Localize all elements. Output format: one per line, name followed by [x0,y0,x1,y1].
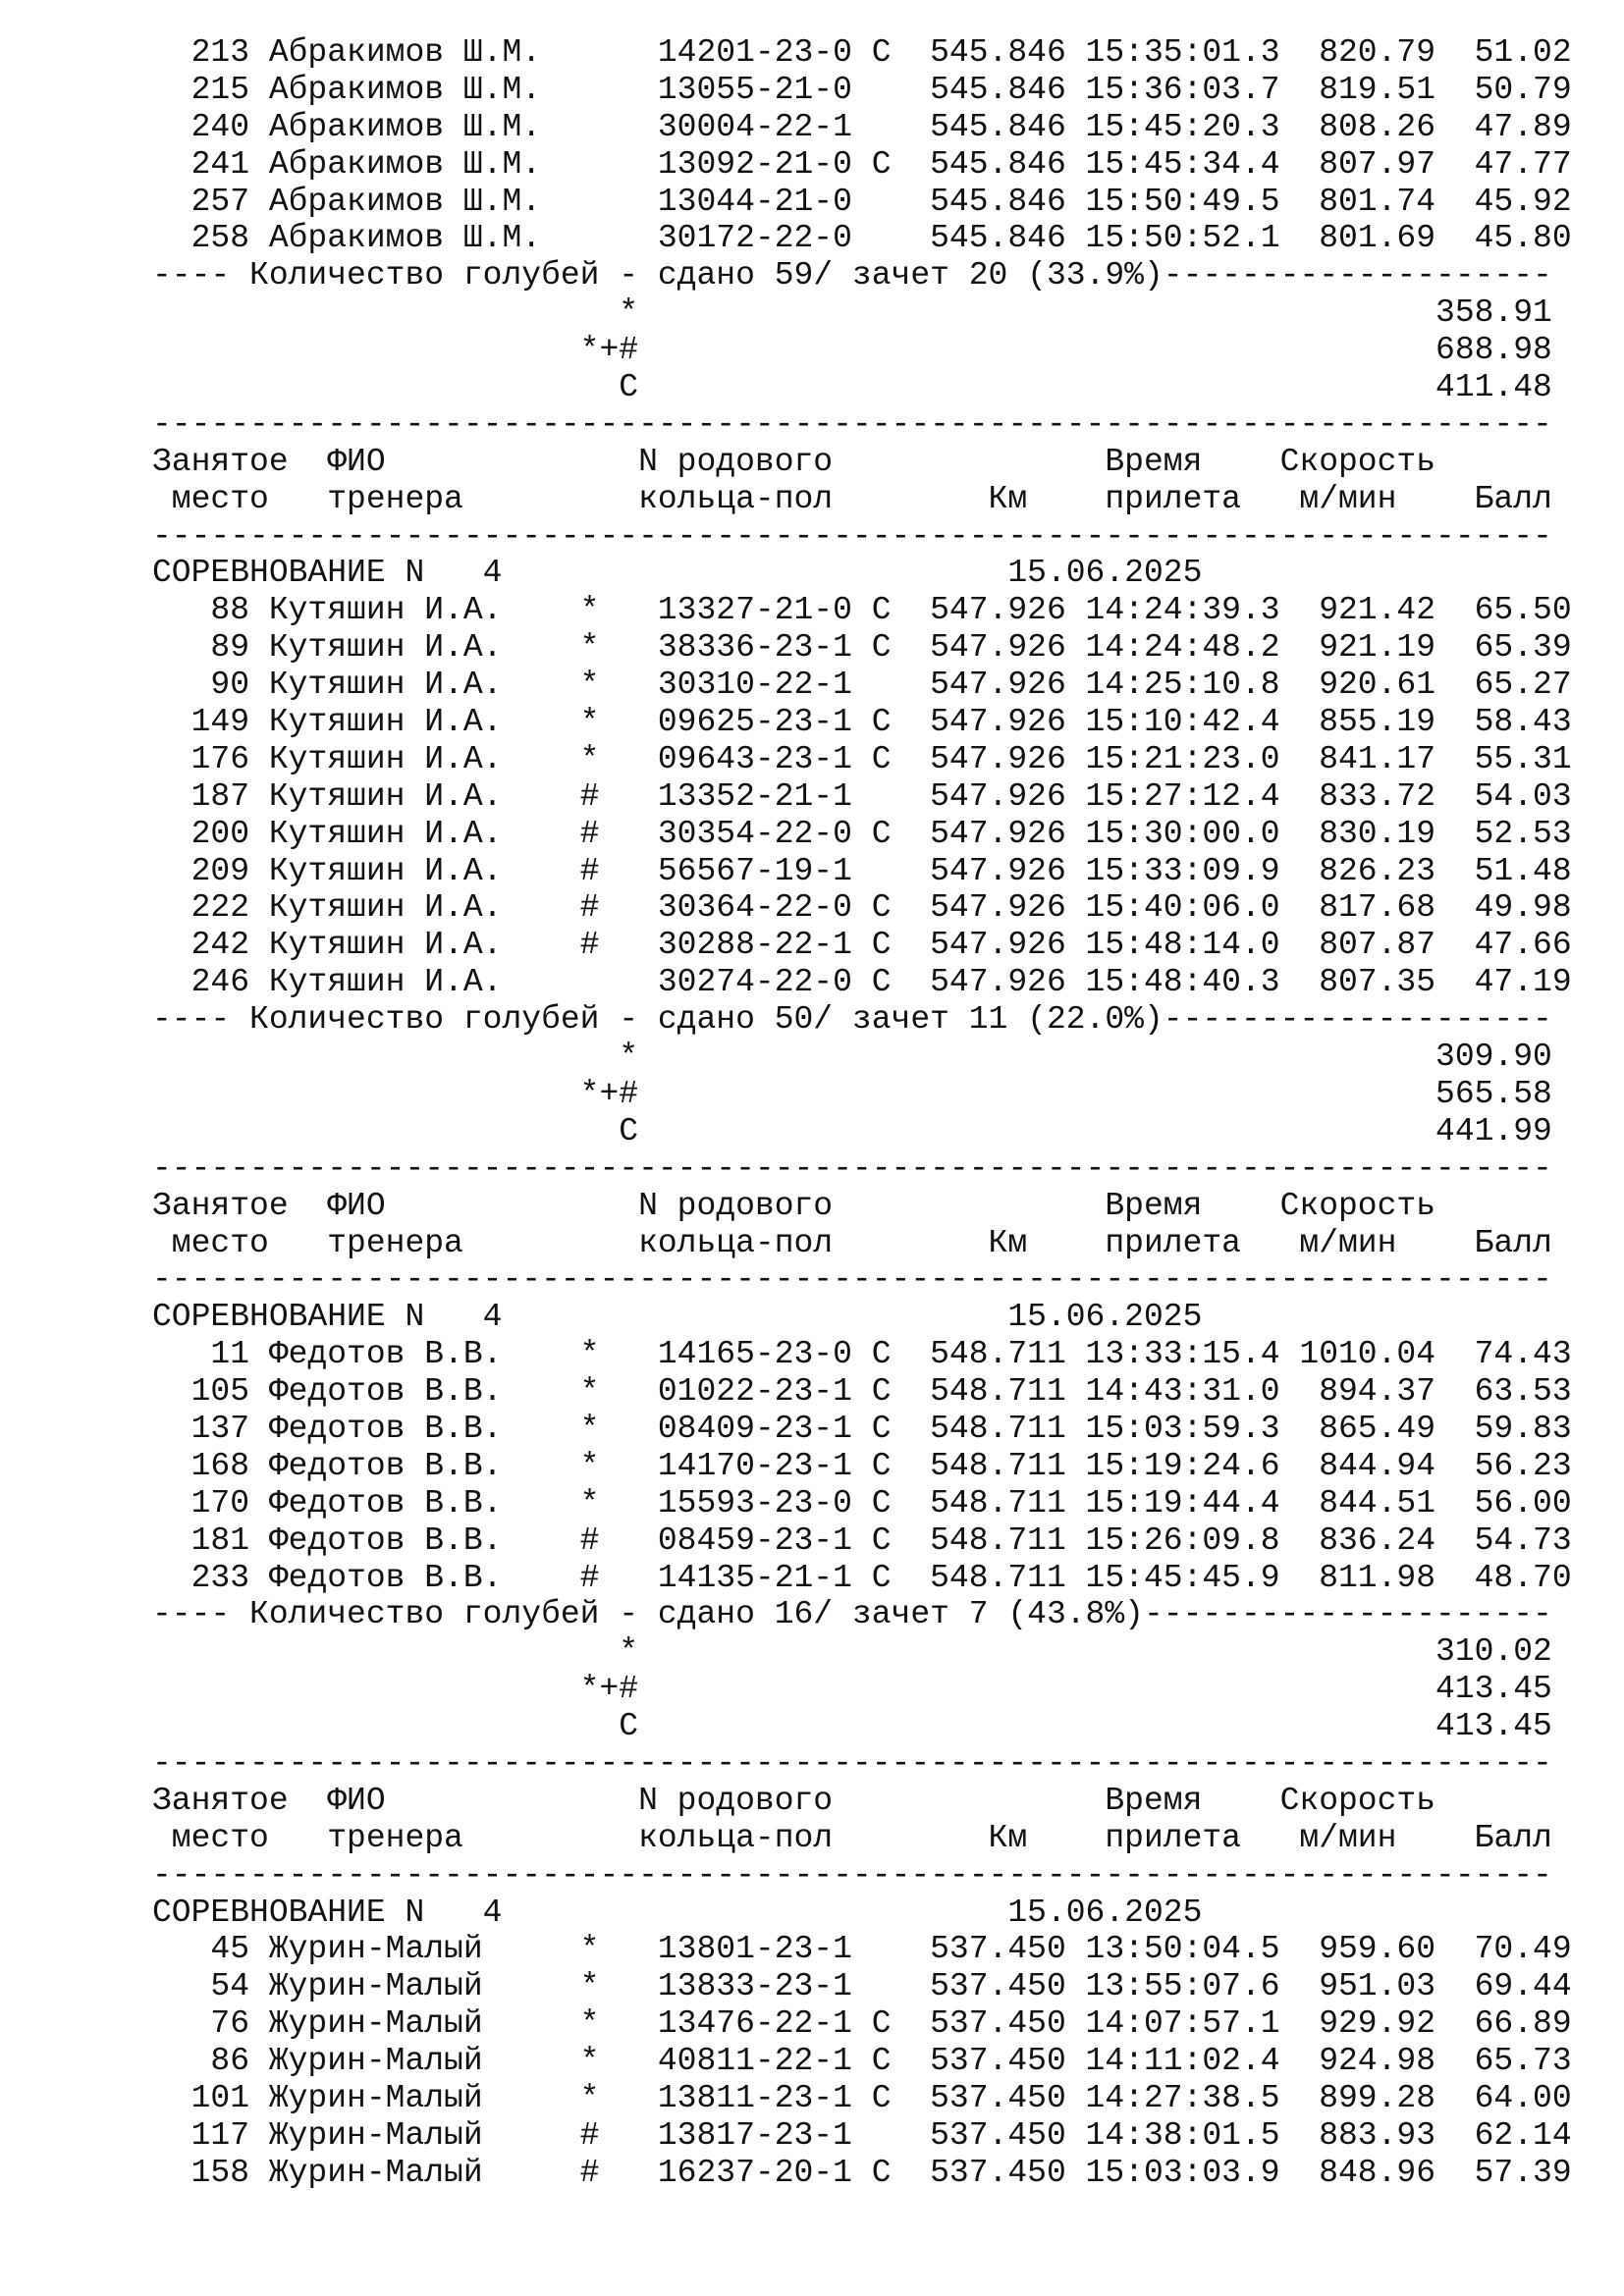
result-row: 105 Федотов В.В. * 01022-23-1 С 548.711 14:43:31.0 894.37 63.53 [152,1373,1572,1411]
points-total-line: *+# 688.98 [152,332,1552,369]
result-row: 89 Кутяшин И.А. * 38336-23-1 С 547.926 14:24:48.2 921.19 65.39 [152,629,1572,667]
separator-line: ------------------------------------------------------------------------ [152,1856,1552,1894]
pigeon-count-summary: ---- Количество голубей - сдано 59/ зачет 20 (33.9%)-------------------- [152,257,1552,294]
separator-line: ------------------------------------------------------------------------ [152,517,1552,555]
result-row: 246 Кутяшин И.А. 30274-22-0 С 547.926 15:48:40.3 807.35 47.19 [152,964,1572,1001]
result-row: 137 Федотов В.В. * 08409-23-1 С 548.711 15:03:59.3 865.49 59.83 [152,1410,1572,1447]
result-row: 181 Федотов В.В. # 08459-23-1 С 548.711 15:26:09.8 836.24 54.73 [152,1522,1572,1559]
result-row: 149 Кутяшин И.А. * 09625-23-1 С 547.926 15:10:42.4 855.19 58.43 [152,704,1572,741]
column-header: место тренера кольца-пол Км прилета м/мин Балл [152,1819,1552,1856]
separator-line: ------------------------------------------------------------------------ [152,405,1552,443]
result-row: 200 Кутяшин И.А. # 30354-22-0 С 547.926 15:30:00.0 830.19 52.53 [152,815,1572,852]
result-row: 117 Журин-Малый # 13817-23-1 537.450 14:38:01.5 883.93 62.14 [152,2116,1572,2154]
separator-line: ------------------------------------------------------------------------ [152,1261,1552,1299]
pigeon-count-summary: ---- Количество голубей - сдано 16/ зачет 7 (43.8%)--------------------- [152,1596,1552,1633]
points-total-line: * 310.02 [152,1633,1552,1671]
result-row: 222 Кутяшин И.А. # 30364-22-0 С 547.926 15:40:06.0 817.68 49.98 [152,889,1572,927]
result-row: 11 Федотов В.В. * 14165-23-0 С 548.711 13:33:15.4 1010.04 74.43 [152,1336,1572,1373]
column-header: Занятое ФИО N родового Время Скорость [152,443,1436,480]
result-row: 257 Абракимов Ш.М. 13044-21-0 545.846 15:50:49.5 801.74 45.92 [152,183,1572,220]
result-row: 88 Кутяшин И.А. * 13327-21-0 С 547.926 14:24:39.3 921.42 65.50 [152,592,1572,629]
result-row: 76 Журин-Малый * 13476-22-1 С 537.450 14:07:57.1 929.92 66.89 [152,2005,1572,2043]
column-header: Занятое ФИО N родового Время Скорость [152,1782,1436,1819]
result-row: 258 Абракимов Ш.М. 30172-22-0 545.846 15:50:52.1 801.69 45.80 [152,220,1572,257]
result-row: 54 Журин-Малый * 13833-23-1 537.450 13:55:07.6 951.03 69.44 [152,1968,1572,2005]
result-row: 187 Кутяшин И.А. # 13352-21-1 547.926 15:27:12.4 833.72 54.03 [152,777,1572,815]
column-header: Занятое ФИО N родового Время Скорость [152,1187,1436,1224]
result-row: 240 Абракимов Ш.М. 30004-22-1 545.846 15:45:20.3 808.26 47.89 [152,108,1572,145]
result-row: 45 Журин-Малый * 13801-23-1 537.450 13:50:04.5 959.60 70.49 [152,1931,1572,1968]
result-row: 168 Федотов В.В. * 14170-23-1 С 548.711 15:19:24.6 844.94 56.23 [152,1447,1572,1484]
competition-heading: СОРЕВНОВАНИЕ N 4 15.06.2025 [152,1299,1203,1336]
result-row: 213 Абракимов Ш.М. 14201-23-0 С 545.846 15:35:01.3 820.79 51.02 [152,34,1572,71]
result-row: 242 Кутяшин И.А. # 30288-22-1 С 547.926 15:48:14.0 807.87 47.66 [152,927,1572,964]
separator-line: ------------------------------------------------------------------------ [152,1149,1552,1187]
result-row: 176 Кутяшин И.А. * 09643-23-1 С 547.926 15:21:23.0 841.17 55.31 [152,740,1572,777]
result-row: 170 Федотов В.В. * 15593-23-0 С 548.711 15:19:44.4 844.51 56.00 [152,1484,1572,1522]
result-row: 90 Кутяшин И.А. * 30310-22-1 547.926 14:25:10.8 920.61 65.27 [152,667,1572,704]
separator-line: ------------------------------------------------------------------------ [152,1744,1552,1782]
points-total-line: *+# 565.58 [152,1075,1552,1112]
points-total-line: * 358.91 [152,294,1552,332]
result-row: 86 Журин-Малый * 40811-22-1 С 537.450 14:11:02.4 924.98 65.73 [152,2043,1572,2080]
result-row: 101 Журин-Малый * 13811-23-1 С 537.450 14:27:38.5 899.28 64.00 [152,2079,1572,2116]
result-row: 215 Абракимов Ш.М. 13055-21-0 545.846 15:36:03.7 819.51 50.79 [152,71,1572,108]
result-row: 209 Кутяшин И.А. # 56567-19-1 547.926 15:33:09.9 826.23 51.48 [152,852,1572,889]
points-total-line: *+# 413.45 [152,1671,1552,1708]
result-row: 241 Абракимов Ш.М. 13092-21-0 С 545.846 15:45:34.4 807.97 47.77 [152,145,1572,183]
points-total-line: С 411.48 [152,369,1552,406]
column-header: место тренера кольца-пол Км прилета м/мин Балл [152,480,1552,517]
result-row: 158 Журин-Малый # 16237-20-1 С 537.450 15:03:03.9 848.96 57.39 [152,2154,1572,2191]
result-row: 233 Федотов В.В. # 14135-21-1 С 548.711 15:45:45.9 811.98 48.70 [152,1559,1572,1596]
competition-heading: СОРЕВНОВАНИЕ N 4 15.06.2025 [152,555,1203,592]
column-header: место тренера кольца-пол Км прилета м/мин Балл [152,1224,1552,1261]
points-total-line: * 309.90 [152,1039,1552,1076]
points-total-line: С 413.45 [152,1708,1552,1745]
results-printout [152,34,1572,2192]
pigeon-count-summary: ---- Количество голубей - сдано 50/ зачет 11 (22.0%)-------------------- [152,1001,1552,1039]
points-total-line: С 441.99 [152,1112,1552,1149]
competition-heading: СОРЕВНОВАНИЕ N 4 15.06.2025 [152,1894,1203,1931]
